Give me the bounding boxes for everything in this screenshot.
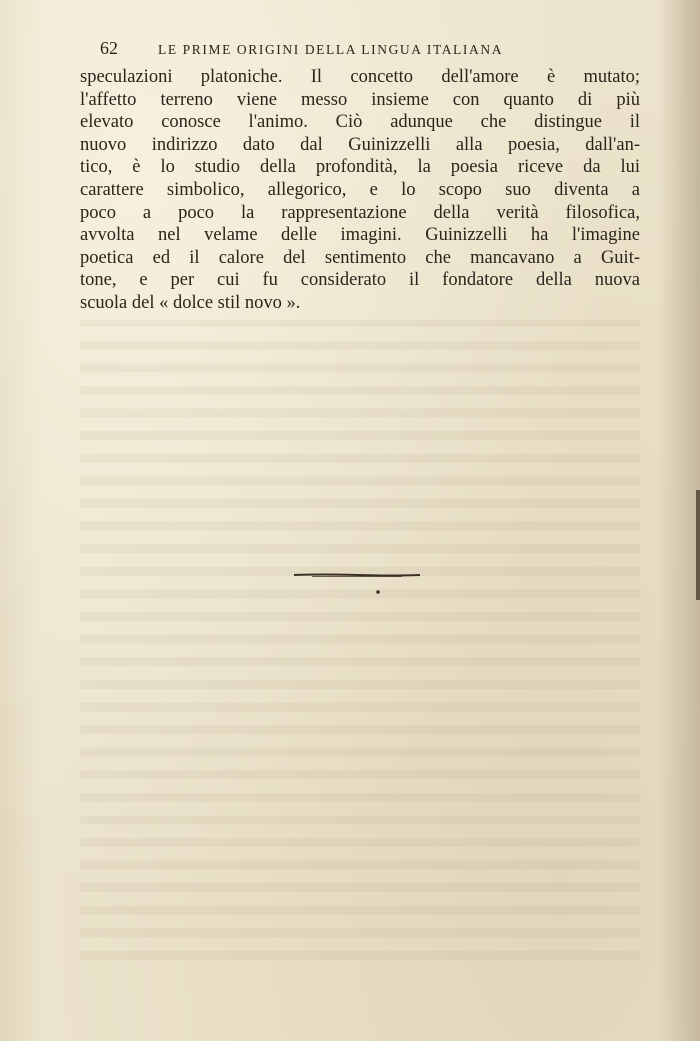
text-line: poetica ed il calore del sentimento che mancavano a Guit- bbox=[80, 247, 640, 268]
text-line: poco a poco la rappresentazione della verità filosofica, bbox=[80, 202, 640, 223]
show-through-texture bbox=[80, 320, 640, 960]
section-end-ornament bbox=[292, 570, 422, 600]
text-line-last: scuola del « dolce stil novo ». bbox=[80, 292, 301, 313]
text-line: carattere simbolico, allegorico, e lo scopo suo diventa a bbox=[80, 179, 640, 200]
page-edge-shadow bbox=[696, 490, 700, 600]
text-line: elevato conosce l'animo. Ciò adunque che distingue il bbox=[80, 112, 640, 133]
page-header bbox=[100, 38, 560, 64]
text-line: nuovo indirizzo dato dal Guinizzelli alla poesia, dall'an- bbox=[80, 134, 640, 155]
text-line: l'affetto terreno viene messo insieme con quanto di più bbox=[80, 89, 640, 110]
page-number: 62 bbox=[100, 38, 118, 58]
ornament-rule bbox=[294, 575, 420, 576]
text-line: avvolta nel velame delle imagini. Guinizzelli ha l'imagine bbox=[80, 225, 640, 246]
text-line: speculazioni platoniche. Il concetto dell'amore è mutato; bbox=[80, 67, 640, 87]
body-paragraph bbox=[80, 66, 640, 315]
ornament-dot bbox=[376, 590, 380, 594]
text-line: tico, è lo studio della profondità, la poesia riceve da lui bbox=[80, 157, 640, 178]
running-title: LE PRIME ORIGINI DELLA LINGUA ITALIANA bbox=[158, 42, 504, 57]
text-line: tone, e per cui fu considerato il fondatore della nuova bbox=[80, 270, 640, 291]
